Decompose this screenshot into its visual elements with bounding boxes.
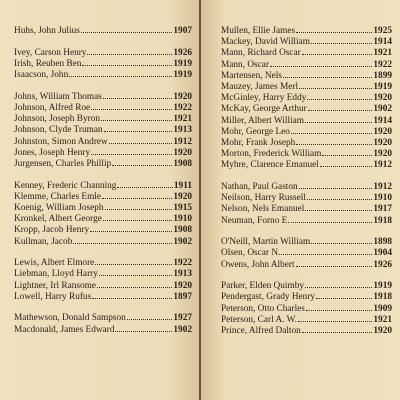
entry-year: 1922 — [173, 102, 192, 113]
entry-name: Peterson, Otto Charles — [221, 303, 305, 314]
entry-year: 1919 — [173, 58, 192, 69]
right-page — [201, 0, 400, 400]
dot-leader — [112, 165, 172, 166]
entry-year: 1919 — [373, 81, 392, 92]
entry-year: 1912 — [373, 160, 392, 171]
entry-year: 1920 — [173, 91, 192, 102]
name-entry — [14, 281, 192, 292]
entry-year: 1919 — [373, 281, 392, 292]
dot-leader — [299, 188, 373, 189]
dot-leader — [311, 43, 372, 44]
dot-leader — [127, 319, 173, 320]
entry-name: Huhs, John Julius — [14, 26, 80, 36]
entry-year: 1911 — [173, 180, 192, 191]
entry-name: Johnston, Simon Andrew — [14, 136, 108, 147]
entry-name: Johnson, Alfred Roe — [14, 102, 91, 113]
dot-leader — [306, 310, 372, 311]
name-group — [221, 26, 392, 171]
entry-name: Pendergast, Grady Henry — [221, 292, 316, 303]
entry-name: Johns, William Thomas — [14, 91, 102, 102]
entry-year: 1914 — [373, 37, 392, 48]
entry-name: Kullman, Jacob — [14, 236, 73, 247]
entry-name: Macdonald, James Edward — [14, 324, 115, 335]
name-entry — [221, 304, 392, 315]
dot-leader — [296, 266, 373, 267]
name-group — [221, 182, 392, 227]
dot-leader — [117, 187, 173, 188]
entry-year: 1920 — [373, 126, 392, 137]
entry-name: Nelson, Nels Emanuel — [221, 204, 305, 215]
entry-year: 1917 — [373, 204, 392, 215]
name-entry — [221, 260, 392, 271]
entry-name: Isaacson, John — [14, 70, 69, 81]
dot-leader — [99, 275, 173, 276]
entry-year: 1910 — [373, 193, 392, 204]
dot-leader — [316, 298, 372, 299]
dot-leader — [291, 222, 373, 223]
entry-year: 1920 — [173, 280, 192, 291]
name-group — [14, 258, 192, 303]
name-entry — [14, 269, 192, 280]
entry-name: Johnson, Joseph Byron — [14, 114, 101, 125]
entry-name: Jurgensen, Charles Phillip — [14, 158, 112, 169]
entry-year: 1914 — [373, 115, 392, 126]
entry-year: 1927 — [173, 313, 192, 324]
name-entry — [14, 48, 192, 59]
entry-year: 1920 — [373, 93, 392, 104]
name-entry — [221, 127, 392, 138]
name-entry — [221, 315, 392, 326]
entry-year: 1902 — [373, 104, 392, 115]
entry-name: Mohr, Frank Joseph — [221, 137, 296, 148]
name-entry — [221, 182, 392, 193]
name-entry — [14, 292, 192, 303]
dot-leader — [298, 321, 372, 322]
entry-name: Peterson, Carl A. W. — [221, 314, 297, 325]
entry-year: 1902 — [173, 324, 192, 335]
entry-year: 1904 — [373, 248, 392, 259]
dot-leader — [103, 220, 173, 221]
name-entry — [221, 71, 392, 82]
entry-year: 1921 — [373, 314, 392, 325]
entry-year: 1920 — [173, 191, 192, 202]
entry-year: 1899 — [373, 70, 392, 81]
dot-leader — [296, 144, 372, 145]
name-entry — [14, 192, 192, 203]
name-entry — [221, 26, 392, 37]
dot-leader — [305, 287, 372, 288]
entry-name: Kropp, Jacob Henry — [14, 225, 90, 236]
entry-year: 1921 — [373, 48, 392, 59]
name-entry — [14, 26, 192, 37]
name-entry — [221, 149, 392, 160]
entry-name: Lowell, Harry Rufus — [14, 291, 92, 302]
name-entry — [221, 248, 392, 259]
dot-leader — [81, 32, 173, 33]
name-entry — [221, 193, 392, 204]
dot-leader — [281, 254, 372, 255]
entry-year: 1913 — [173, 269, 192, 280]
dot-leader — [320, 166, 373, 167]
name-group — [221, 281, 392, 337]
entry-year: 1920 — [373, 326, 392, 336]
entry-year: 1912 — [173, 136, 192, 147]
name-group — [14, 48, 192, 82]
entry-year: 1922 — [173, 258, 192, 269]
dot-leader — [103, 98, 173, 99]
entry-name: Johnson, Clyde Truman — [14, 125, 103, 136]
dot-leader — [109, 143, 173, 144]
entry-year: 1922 — [373, 59, 392, 70]
entry-name: Mullen, Ellie James — [221, 26, 296, 36]
name-entry — [221, 292, 392, 303]
dot-leader — [307, 99, 372, 100]
dot-leader — [73, 243, 172, 244]
entry-year: 1909 — [373, 303, 392, 314]
dot-leader — [82, 65, 172, 66]
entry-year: 1910 — [173, 214, 192, 225]
dot-leader — [322, 155, 372, 156]
entry-name: Lewis, Albert Elmore — [14, 258, 95, 269]
entry-name: Irish, Reuben Ben — [14, 58, 82, 69]
entry-name: Owens, John Albert — [221, 259, 295, 270]
entry-year: 1921 — [173, 114, 192, 125]
dot-leader — [102, 198, 172, 199]
name-group — [14, 26, 192, 37]
name-entry — [221, 326, 392, 337]
name-entry — [221, 116, 392, 127]
entry-name: Klemme, Charles Emle — [14, 191, 102, 202]
dot-leader — [91, 154, 172, 155]
entry-year: 1897 — [173, 291, 192, 302]
name-entry — [14, 325, 192, 336]
dot-leader — [95, 264, 172, 265]
entry-name: Mann, Oscar — [221, 59, 270, 70]
name-entry — [221, 237, 392, 248]
entry-year: 1915 — [173, 202, 192, 213]
name-entry — [221, 160, 392, 171]
entry-name: Lightner, Irl Ransome — [14, 280, 96, 291]
dot-leader — [283, 77, 372, 78]
entry-year: 1920 — [173, 147, 192, 158]
entry-name: Miller, Albert William — [221, 115, 304, 126]
entry-name: Mauzey, James Merl — [221, 81, 299, 92]
entry-year: 1920 — [373, 149, 392, 160]
dot-leader — [311, 243, 372, 244]
entry-name: Ivey, Carson Henry — [14, 47, 87, 58]
dot-leader — [302, 54, 373, 55]
name-entry — [14, 137, 192, 148]
entry-name: Mann, Richard Oscar — [221, 48, 301, 59]
dot-leader — [104, 131, 173, 132]
dot-leader — [115, 331, 172, 332]
dot-leader — [87, 54, 172, 55]
dot-leader — [302, 332, 373, 333]
name-entry — [14, 103, 192, 114]
entry-name: Liebman, Lloyd Harry — [14, 269, 98, 280]
entry-name: McGinley, Harry Eddy — [221, 93, 307, 104]
entry-name: McKay, George Arthur — [221, 104, 307, 115]
name-entry — [14, 159, 192, 170]
dot-leader — [308, 110, 373, 111]
name-entry — [14, 313, 192, 324]
dot-leader — [299, 88, 372, 89]
entry-name: Kronkel, Albert George — [14, 214, 102, 225]
entry-year: 1902 — [173, 236, 192, 247]
name-entry — [14, 181, 192, 192]
entry-name: Mohr, George Leo — [221, 126, 290, 137]
name-entry — [14, 258, 192, 269]
name-entry — [14, 214, 192, 225]
name-entry — [221, 60, 392, 71]
entry-year: 1918 — [373, 215, 392, 226]
name-entry — [14, 148, 192, 159]
name-entry — [221, 138, 392, 149]
entry-year: 1920 — [373, 137, 392, 148]
entry-name: Martensen, Nels — [221, 70, 282, 81]
entry-name: Neilson, Harry Russell — [221, 193, 306, 204]
entry-name: O'Neill, Martin William — [221, 237, 311, 248]
name-entry — [14, 92, 192, 103]
name-entry — [14, 125, 192, 136]
dot-leader — [305, 122, 372, 123]
name-entry — [14, 225, 192, 236]
name-group — [221, 237, 392, 271]
dot-leader — [92, 298, 172, 299]
name-entry — [14, 203, 192, 214]
name-entry — [221, 93, 392, 104]
name-entry — [221, 37, 392, 48]
entry-name: Neuman, Forno E. — [221, 215, 290, 226]
name-group — [14, 181, 192, 248]
name-entry — [221, 281, 392, 292]
dot-leader — [291, 133, 373, 134]
entry-year: 1919 — [173, 70, 192, 81]
dot-leader — [270, 66, 372, 67]
entry-name: Mackey, David William — [221, 37, 310, 48]
name-entry — [221, 204, 392, 215]
entry-name: Jones, Joseph Henry — [14, 147, 91, 158]
entry-year: 1913 — [173, 125, 192, 136]
entry-year: 1912 — [373, 181, 392, 192]
dot-leader — [91, 109, 172, 110]
name-group — [14, 92, 192, 170]
dot-leader — [97, 287, 172, 288]
dot-leader — [69, 76, 172, 77]
entry-year: 1925 — [373, 26, 392, 36]
dot-leader — [105, 209, 173, 210]
dot-leader — [307, 199, 372, 200]
entry-name: Nathan, Paul Gaston — [221, 181, 298, 192]
entry-year: 1926 — [173, 47, 192, 58]
name-entry — [14, 114, 192, 125]
name-entry — [14, 237, 192, 248]
entry-name: Parker, Elden Quimby — [221, 281, 305, 292]
dot-leader — [90, 231, 172, 232]
entry-name: Kenney, Frederic Channing — [14, 180, 117, 191]
name-entry — [221, 82, 392, 93]
entry-year: 1907 — [173, 26, 192, 36]
name-entry — [221, 216, 392, 227]
name-entry — [14, 70, 192, 81]
name-group — [14, 313, 192, 335]
entry-year: 1926 — [373, 259, 392, 270]
dot-leader — [101, 120, 172, 121]
dot-leader — [305, 210, 372, 211]
entry-name: Olsen, Oscar N. — [221, 248, 281, 259]
entry-year: 1908 — [173, 158, 192, 169]
name-entry — [14, 59, 192, 70]
entry-name: Morton, Frederick William — [221, 149, 322, 160]
entry-name: Koenig, William Joseph — [14, 202, 104, 213]
name-entry — [221, 48, 392, 59]
dot-leader — [296, 32, 372, 33]
entry-year: 1918 — [373, 292, 392, 303]
entry-year: 1898 — [373, 237, 392, 248]
entry-name: Mathewson, Donald Sampson — [14, 313, 126, 324]
entry-year: 1908 — [173, 225, 192, 236]
entry-name: Prince, Alfred Dalton — [221, 326, 301, 336]
name-entry — [221, 104, 392, 115]
entry-name: Myhre, Clarence Emanuel — [221, 160, 319, 171]
